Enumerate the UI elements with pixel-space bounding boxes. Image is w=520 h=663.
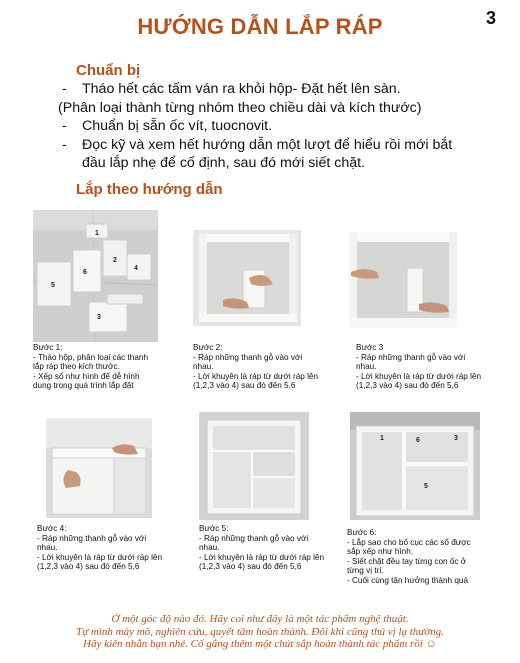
photo-label: 2 bbox=[113, 257, 117, 264]
steps-heading: Lắp theo hướng dẫn bbox=[76, 181, 223, 198]
step-6-photo bbox=[350, 412, 480, 520]
prep-heading: Chuẩn bị bbox=[76, 62, 141, 79]
photo-label: 5 bbox=[51, 282, 55, 289]
step-2-photo bbox=[193, 230, 301, 326]
photo-label: 6 bbox=[416, 437, 420, 444]
prep-line: (Phân loại thành từng nhóm theo chiều dài và kích thước) bbox=[58, 99, 422, 116]
footer-line: Hãy kiên nhẫn bạn nhé. Cố gắng thêm một chút sắp hoàn thành tác phẩm rồi ☺ bbox=[83, 638, 437, 650]
prep-line: - Đọc kỹ và xem hết hướng dẫn một lượt để hiểu rồi mới bắt bbox=[62, 136, 453, 153]
photo-label: 5 bbox=[424, 483, 428, 490]
prep-line: - Chuẩn bị sẵn ốc vít, tuocnovit. bbox=[62, 118, 273, 134]
step-6-caption: Bước 6: - Lắp sao cho bố cục các số được sắp xếp như hình. - Siết chặt đều tay từng con ốc ở từng vị trí. - Cuối cùng tận hưởng thành quả bbox=[347, 528, 471, 585]
photo-label: 4 bbox=[134, 265, 138, 272]
step-1-caption: Bước 1: - Tháo hộp, phân loại các thanh lắp ráp theo kích thước. - Xếp số như hình để dễ hình dung trong quá trình lắp đặt bbox=[33, 343, 149, 391]
page-number: 3 bbox=[485, 8, 496, 28]
step-5-photo bbox=[199, 412, 309, 520]
step-1-photo bbox=[33, 210, 158, 342]
prep-list bbox=[58, 80, 502, 173]
step-3-caption: Bước 3 - Ráp những thanh gỗ vào với nhau. - Lời khuyên là ráp từ dưới ráp lên (1,2,3 vào 4) sau đó đến 5,6 bbox=[356, 343, 482, 391]
step-4-photo bbox=[46, 418, 152, 518]
page-title: HƯỚNG DẪN LẮP RÁP bbox=[137, 14, 383, 39]
photo-label: 3 bbox=[97, 314, 101, 321]
step-4-caption: Bước 4: - Ráp những thanh gỗ vào với nhau. - Lời khuyên là ráp từ dưới ráp lên (1,2,3 vào 4) sau đó đến 5,6 bbox=[37, 524, 163, 572]
prep-line: đầu lắp nhẹ để cố định, sau đó mới siết chặt. bbox=[82, 155, 365, 171]
step-2-caption: Bước 2: - Ráp những thanh gỗ vào với nhau. - Lời khuyên là ráp từ dưới ráp lên (1,2,3 vào 4) sau đó đến 5,6 bbox=[193, 343, 319, 391]
photo-label: 3 bbox=[454, 435, 458, 442]
prep-line: - Tháo hết các tấm ván ra khỏi hộp- Đặt hết lên sàn. bbox=[62, 81, 401, 97]
footer-note bbox=[0, 613, 520, 651]
footer-line: Tự mình mày mò, nghiên cứu, quyết tâm hoàn thành. Đôi khi cũng thú vị lạ thường. bbox=[76, 625, 444, 638]
photo-label: 1 bbox=[95, 230, 99, 237]
step-5-caption: Bước 5: - Ráp những thanh gỗ vào với nhau. - Lời khuyên là ráp từ dưới ráp lên (1,2,3 vào 4) sau đó đến 5,6 bbox=[199, 524, 325, 572]
step-3-photo bbox=[349, 232, 457, 328]
photo-label: 1 bbox=[380, 435, 384, 442]
photo-label: 6 bbox=[83, 269, 87, 276]
footer-line: Ở một góc độ nào đó. Hãy coi như đây là một tác phẩm nghệ thuật. bbox=[111, 613, 409, 625]
